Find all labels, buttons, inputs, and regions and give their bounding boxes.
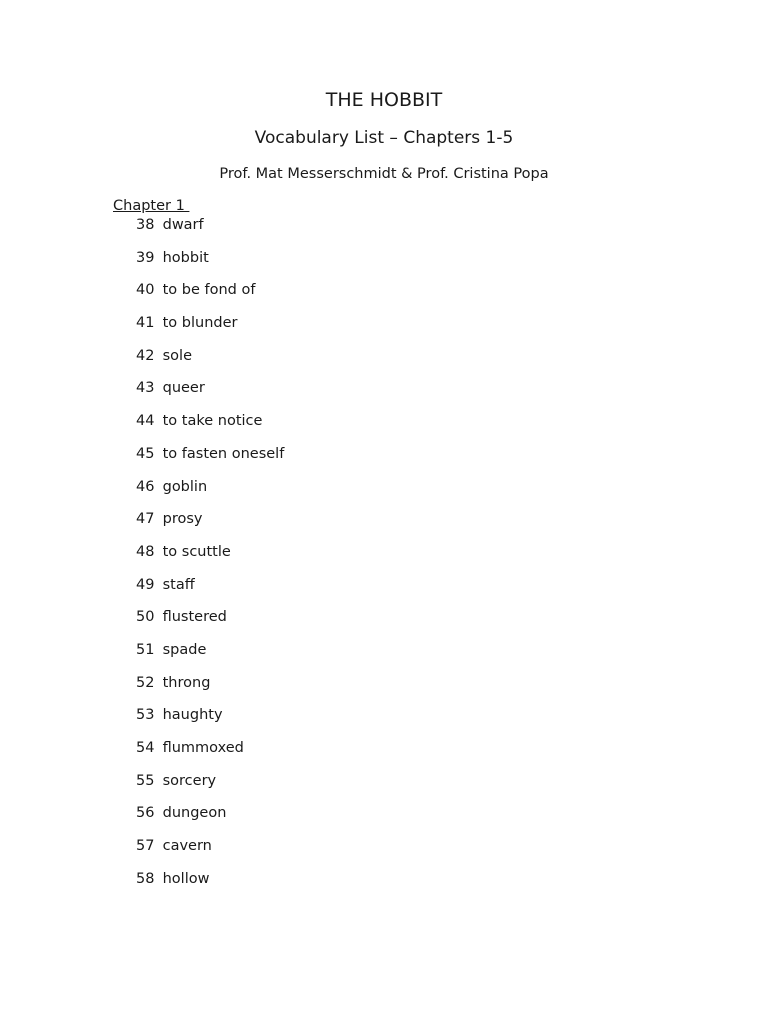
vocab-item xyxy=(136,576,284,609)
vocab-term: dwarf xyxy=(162,217,204,233)
vocab-term: sole xyxy=(162,347,192,364)
vocab-number: 51 xyxy=(136,641,155,658)
vocab-item xyxy=(136,608,284,641)
vocab-number: 58 xyxy=(136,870,155,887)
vocab-term: queer xyxy=(162,380,205,397)
vocab-number: 56 xyxy=(136,805,155,822)
vocab-number: 42 xyxy=(136,347,155,364)
vocab-number: 43 xyxy=(136,380,155,397)
vocab-item xyxy=(136,478,284,511)
vocab-term: flustered xyxy=(162,609,227,626)
vocab-item xyxy=(136,347,284,380)
vocab-number: 49 xyxy=(136,576,155,593)
vocab-term: throng xyxy=(162,674,211,691)
vocab-item xyxy=(136,837,284,870)
vocab-item xyxy=(136,706,284,739)
document-authors: Prof. Mat Messerschmidt & Prof. Cristina Popa xyxy=(219,166,549,182)
vocab-number: 39 xyxy=(136,249,155,266)
vocab-term: dungeon xyxy=(162,805,227,822)
vocab-term: to be fond of xyxy=(162,282,256,299)
chapter-heading: Chapter 1 xyxy=(113,198,190,214)
vocab-term: spade xyxy=(162,641,207,658)
vocab-term: to take notice xyxy=(162,413,263,430)
vocab-item xyxy=(136,870,284,903)
vocab-number: 50 xyxy=(136,609,155,626)
vocab-number: 55 xyxy=(136,772,155,789)
vocab-term: goblin xyxy=(162,478,208,495)
vocab-term: flummoxed xyxy=(162,740,244,756)
vocab-item xyxy=(136,281,284,314)
vocab-number: 46 xyxy=(136,478,155,495)
vocab-term: sorcery xyxy=(162,772,217,789)
vocab-item xyxy=(136,249,284,282)
vocab-term: haughty xyxy=(162,707,223,724)
vocab-number: 44 xyxy=(136,413,155,430)
vocab-number: 52 xyxy=(136,674,155,691)
vocab-term: cavern xyxy=(162,838,212,855)
vocab-item xyxy=(136,510,284,543)
vocab-item xyxy=(136,543,284,576)
vocab-term: hollow xyxy=(162,870,210,887)
document-title: THE HOBBIT xyxy=(325,89,443,111)
vocab-item xyxy=(136,804,284,837)
vocab-number: 45 xyxy=(136,445,155,462)
vocab-item xyxy=(136,445,284,478)
vocab-item xyxy=(136,379,284,412)
vocab-number: 57 xyxy=(136,838,155,855)
vocab-term: to scuttle xyxy=(162,543,231,560)
vocab-item xyxy=(136,674,284,707)
vocab-item xyxy=(136,772,284,805)
vocab-number: 54 xyxy=(136,740,155,756)
vocab-term: to blunder xyxy=(162,315,238,332)
vocab-term: staff xyxy=(162,576,195,593)
document-subtitle: Vocabulary List – Chapters 1-5 xyxy=(254,128,514,148)
vocab-number: 41 xyxy=(136,315,155,332)
vocab-item xyxy=(136,412,284,445)
vocab-term: to fasten oneself xyxy=(162,445,285,462)
vocab-number: 48 xyxy=(136,543,155,560)
vocab-term: prosy xyxy=(162,511,203,528)
vocabulary-list xyxy=(136,216,284,902)
vocab-term: hobbit xyxy=(162,249,209,266)
vocab-item xyxy=(136,314,284,347)
vocab-item xyxy=(136,641,284,674)
vocab-number: 47 xyxy=(136,511,155,528)
vocab-number: 38 xyxy=(136,217,155,233)
vocab-item xyxy=(136,216,284,249)
vocab-number: 53 xyxy=(136,707,155,724)
vocab-number: 40 xyxy=(136,282,155,299)
vocab-item xyxy=(136,739,284,772)
